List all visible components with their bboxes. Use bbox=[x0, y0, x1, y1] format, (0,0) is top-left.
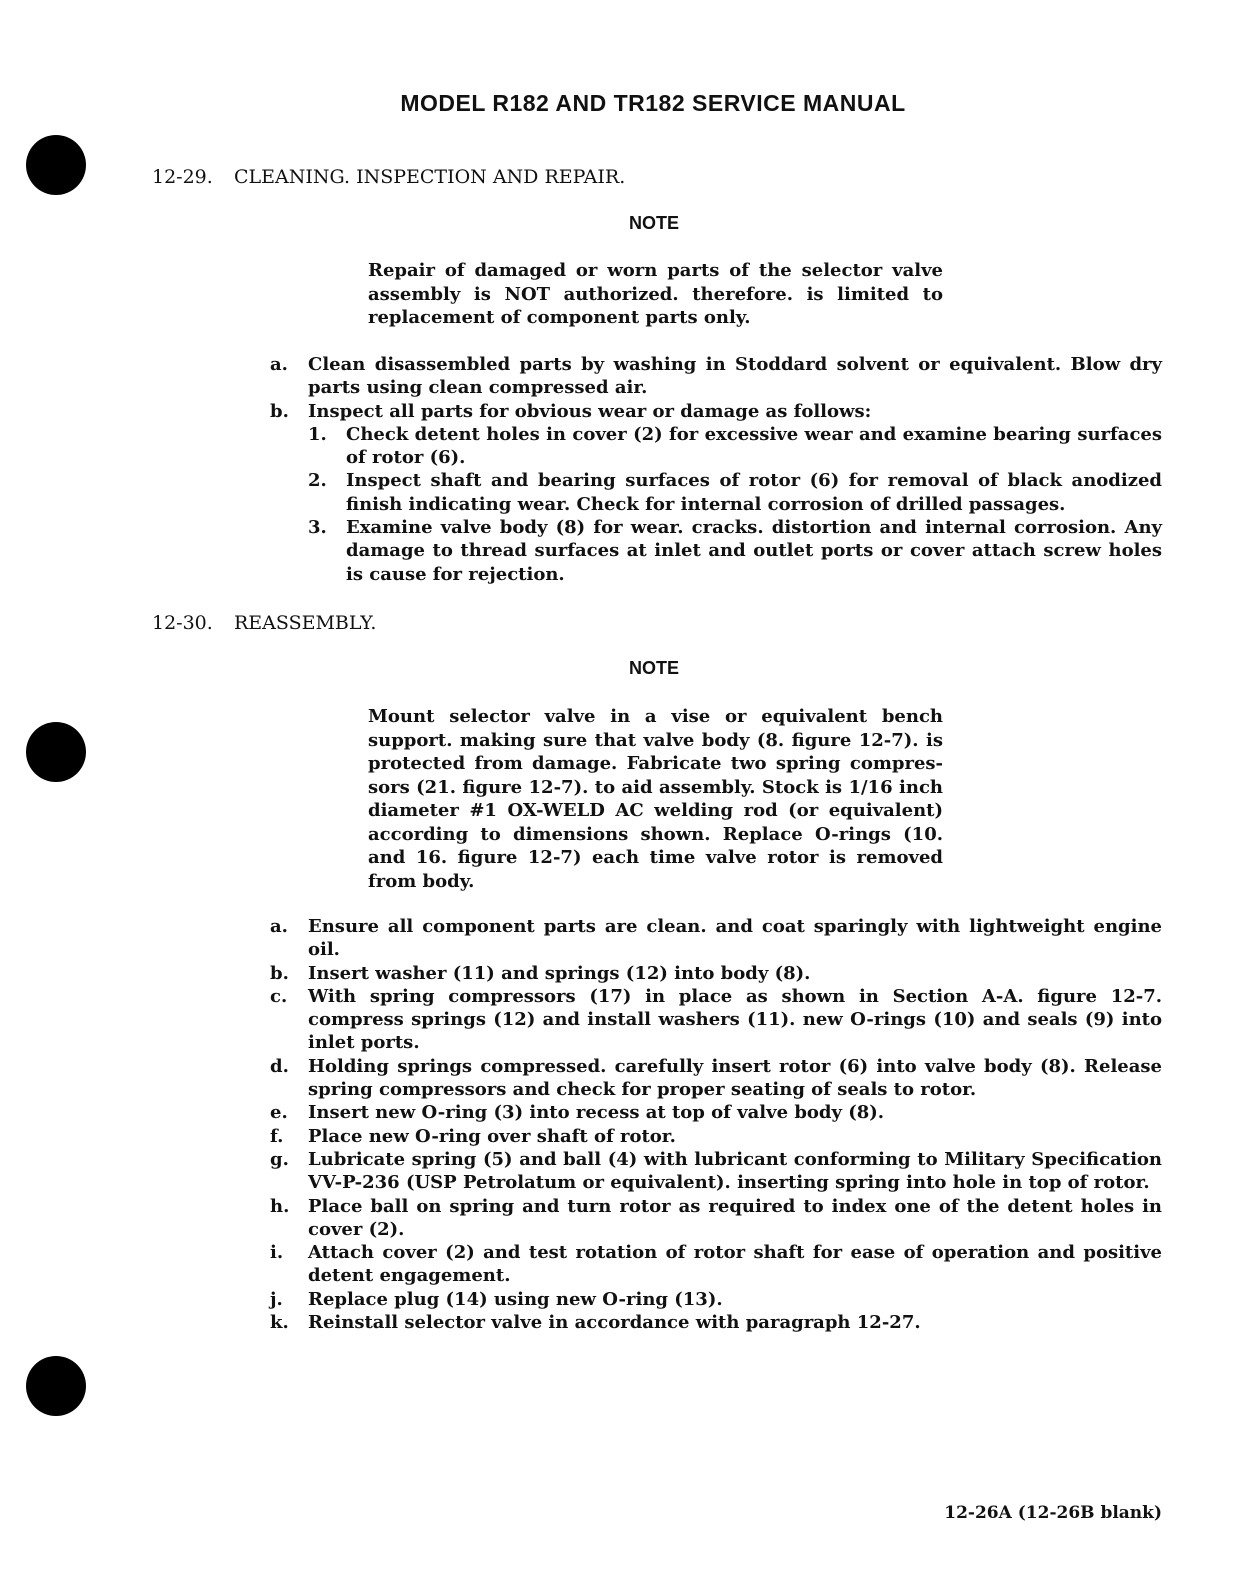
section-heading-cleaning bbox=[152, 166, 625, 188]
list-item bbox=[270, 1125, 1162, 1148]
punch-hole-top bbox=[26, 135, 86, 195]
list-item bbox=[270, 1311, 1162, 1334]
item-letter: f. bbox=[270, 1125, 284, 1147]
sub-list-item bbox=[308, 516, 1162, 586]
list-item bbox=[270, 1148, 1162, 1195]
item-text: Attach cover (2) and test rotation of rotor shaft for ease of operation and positive detent engagement. bbox=[308, 1242, 1162, 1287]
punch-hole-middle bbox=[26, 722, 86, 782]
item-letter: d. bbox=[270, 1055, 289, 1077]
list-item bbox=[270, 1055, 1162, 1102]
list-item bbox=[270, 962, 1162, 985]
page-number: 12-26A (12-26B blank) bbox=[944, 1503, 1162, 1523]
item-text: Reinstall selector valve in accordance with paragraph 12-27. bbox=[308, 1312, 921, 1334]
item-text: Place ball on spring and turn rotor as required to index one of the detent holes in cover (2). bbox=[308, 1195, 1162, 1240]
item-text: Check detent holes in cover (2) for excessive wear and examine bearing surfaces of rotor (6). bbox=[346, 423, 1162, 469]
item-letter: e. bbox=[270, 1102, 288, 1124]
item-letter: b. bbox=[270, 400, 289, 422]
item-letter: b. bbox=[270, 962, 289, 984]
note-label: NOTE bbox=[628, 213, 679, 233]
item-text: Holding springs compressed. carefully insert rotor (6) into valve body (8). Release spring compressors and check for proper seating of seals to rotor. bbox=[308, 1055, 1162, 1101]
list-item bbox=[270, 1195, 1162, 1242]
item-number: 1. bbox=[308, 423, 327, 445]
list-item bbox=[270, 1101, 1162, 1124]
page-title: MODEL R182 AND TR182 SERVICE MANUAL bbox=[400, 90, 906, 116]
item-letter: k. bbox=[270, 1312, 289, 1334]
item-letter: g. bbox=[270, 1148, 289, 1170]
item-text: Insert new O-ring (3) into recess at top of valve body (8). bbox=[308, 1102, 885, 1124]
list-item bbox=[270, 1241, 1162, 1288]
item-letter: c. bbox=[270, 985, 288, 1007]
item-text: Insert washer (11) and springs (12) into body (8). bbox=[308, 962, 811, 984]
cleaning-steps-list bbox=[270, 353, 1162, 586]
item-number: 3. bbox=[308, 517, 327, 539]
list-item bbox=[270, 353, 1162, 400]
list-item bbox=[270, 985, 1162, 1055]
reassembly-steps-list bbox=[270, 915, 1162, 1334]
list-item bbox=[270, 915, 1162, 962]
item-text: Ensure all component parts are clean. and coat sparingly with lightweight engine oil. bbox=[308, 916, 1162, 961]
item-text: Place new O-ring over shaft of rotor. bbox=[308, 1125, 676, 1147]
item-letter: h. bbox=[270, 1195, 290, 1217]
item-letter: j. bbox=[270, 1288, 283, 1310]
item-letter: i. bbox=[270, 1242, 284, 1264]
item-number: 2. bbox=[308, 470, 327, 492]
item-letter: a. bbox=[270, 916, 288, 937]
section-number: 12-30. bbox=[152, 612, 213, 634]
item-text: Examine valve body (8) for wear. cracks. distortion and internal corrosion. Any damage to thread surfaces at inlet and outlet ports or cover attach screw holes is cause for rejection. bbox=[346, 517, 1162, 585]
item-letter: a. bbox=[270, 354, 288, 375]
note-label: NOTE bbox=[628, 658, 679, 678]
list-item bbox=[270, 1288, 1162, 1311]
item-text: With spring compressors (17) in place as shown in Section A-A. figure 12-7. compress springs (12) and install washers (11). new O-rings (10) and seals (9) into inlet ports. bbox=[308, 985, 1162, 1054]
section-title: REASSEMBLY. bbox=[234, 612, 377, 634]
section-heading-reassembly bbox=[152, 612, 376, 634]
item-text: Replace plug (14) using new O-ring (13). bbox=[308, 1288, 723, 1310]
punch-hole-bottom bbox=[26, 1356, 86, 1416]
item-text: Inspect shaft and bearing surfaces of rotor (6) for removal of black anodized finish indicating wear. Check for internal corrosion of drilled passages. bbox=[346, 470, 1162, 515]
section-number: 12-29. bbox=[152, 166, 213, 188]
list-item bbox=[270, 400, 1162, 423]
note-text: Repair of damaged or worn parts of the selector valve assembly is NOT authorized. therefore. is limited to replacement of component parts only. bbox=[368, 260, 943, 328]
note-text: Mount selector valve in a vise or equivalent bench support. making sure that valve body (8. figure 12-7). is protected from damage. Fabricate two spring compres-sors (21. figure 12-7). to aid assembly. Stock is 1/16 inch diameter #1 OX-WELD AC welding rod (or equivalent) according to dimensions shown. Replace O-rings (10. and 16. figure 12-7) each time valve rotor is removed from body. bbox=[368, 706, 943, 892]
sub-list-item bbox=[308, 423, 1162, 470]
item-text: Lubricate spring (5) and ball (4) with lubricant conforming to Military Specification VV-P-236 (USP Petrolatum or equivalent). inserting spring into hole in top of rotor. bbox=[308, 1148, 1162, 1194]
item-text: Clean disassembled parts by washing in Stoddard solvent or equivalent. Blow dry parts using clean compressed air. bbox=[308, 354, 1162, 399]
sub-list-item bbox=[308, 469, 1162, 516]
item-text: Inspect all parts for obvious wear or damage as follows: bbox=[308, 400, 872, 422]
section-title: CLEANING. INSPECTION AND REPAIR. bbox=[234, 166, 626, 188]
